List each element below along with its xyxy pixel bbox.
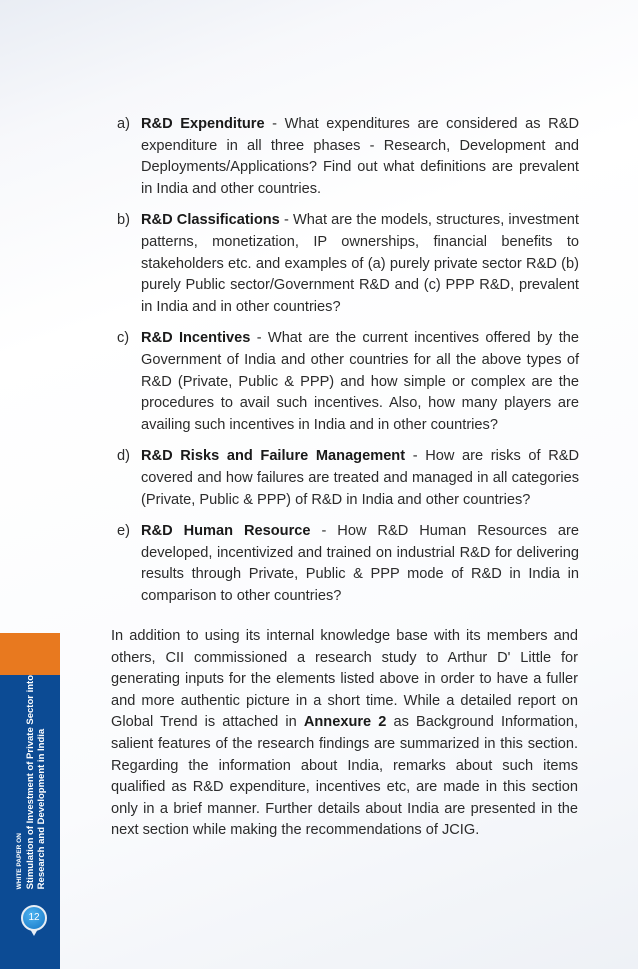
list-item xyxy=(117,210,579,318)
item-text: - What expenditures are considered as R&D expenditure in all three phases - Research, Development and Deployments/Applications? Find out what definitions are prevalent in India and other countries. xyxy=(141,116,579,197)
paragraph-text: as Background Information, salient features of the research findings are summarized in this section. Regarding the information about India, remarks about such items qualified as R&D expenditure, incentives etc, are made in this section only in a brief manner. Further details about India are presented in the next section while making the recommendations of JCIG. xyxy=(111,714,579,839)
sidebar-title xyxy=(14,675,47,889)
body-paragraph xyxy=(111,626,578,842)
item-text: - How R&D Human Resources are developed, incentivized and trained on industrial R&D for delivering results through Private, Public & PPP mode of R&D in India in comparison to other countries? xyxy=(141,523,580,604)
item-title: R&D Risks and Failure Management xyxy=(141,448,406,465)
sidebar-accent xyxy=(0,633,60,675)
list-marker: a) xyxy=(117,116,130,132)
list-item xyxy=(117,328,579,436)
question-list xyxy=(117,114,579,617)
item-text: - What are the models, structures, investment patterns, monetization, IP ownerships, financial benefits to stakeholders etc. and examples of (a) purely private sector R&D (b) purely Public sector/Government R&D and (c) PPP R&D, prevalent in India and in other countries? xyxy=(141,212,579,315)
sidebar-label: WHITE PAPER ON xyxy=(16,832,23,889)
page-number-badge: 12 xyxy=(21,905,47,931)
sidebar-title-line1: Stimulation of Investment of Private Sector into xyxy=(25,674,36,889)
list-item xyxy=(117,114,579,200)
item-title: R&D Human Resource xyxy=(141,523,311,540)
item-text: - What are the current incentives offered by the Government of India and other countries for all the above types of R&D (Private, Public & PPP) and how simple or complex are the procedures to avail such incentives. Also, how many players are availing such incentives in India and in other countries? xyxy=(141,330,579,433)
item-text: - How are risks of R&D covered and how failures are treated and managed in all categories (Private, Public & PPP) of R&D in India and other countries? xyxy=(141,448,580,508)
item-title: R&D Expenditure xyxy=(141,116,265,132)
list-item xyxy=(117,521,579,607)
item-title: R&D Incentives xyxy=(141,330,251,347)
sidebar-title-line2: Research and Development in India xyxy=(36,728,47,889)
list-marker: b) xyxy=(117,212,130,229)
annexure-reference: Annexure 2 xyxy=(303,714,387,731)
list-marker: e) xyxy=(117,523,130,540)
item-title: R&D Classifications xyxy=(141,212,280,229)
paragraph-text: In addition to using its internal knowledge base with its members and others, CII commissioned a research study to Arthur D' Little for generating inputs for the elements listed above in order to have a fuller and more authentic picture in a short time. While a detailed report on Global Trend is attached in xyxy=(111,628,578,731)
list-item xyxy=(117,446,579,511)
list-marker: d) xyxy=(117,448,130,465)
list-marker: c) xyxy=(117,330,130,347)
